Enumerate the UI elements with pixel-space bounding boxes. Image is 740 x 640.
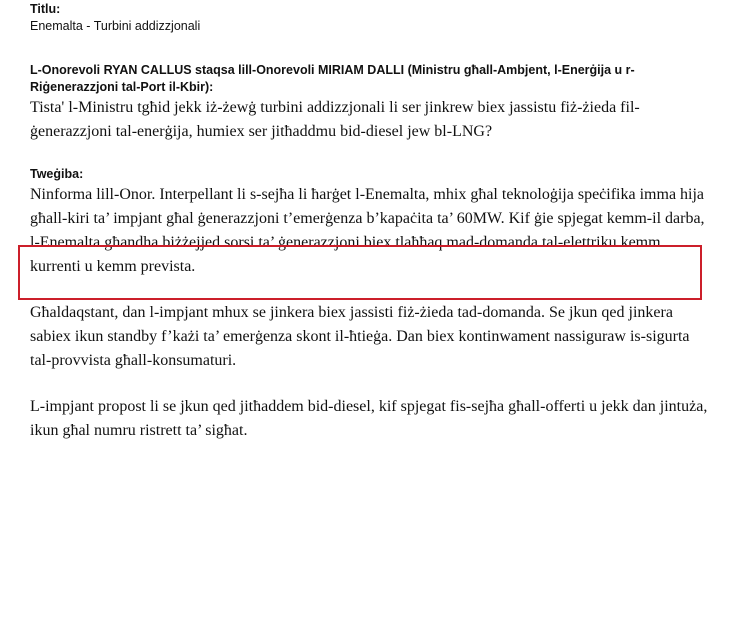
answer-paragraph-2: Għaldaqstant, dan l-impjant mhux se jinkera biex jassisti fiż-żieda tad-domanda. Se jkun qed jinkera sabiex ikun standby f’każi ta’ emerġenza skont il-ħtieġa. Dan biex kontinwament nassiguraw is-sigurta tal-provvista għall-konsumaturi. (30, 304, 690, 369)
question-heading: L-Onorevoli RYAN CALLUS staqsa lill-Onorevoli MIRIAM DALLI (Ministru għall-Ambjent, l-Enerġija u r-Riġenerazzjoni tal-Port il-Kbir): (30, 63, 635, 94)
document-page (30, 0, 710, 443)
title-label: Titlu: (30, 2, 61, 16)
question-text: Tista' l-Ministru tgħid jekk iż-żewġ turbini addizzjonali li ser jinkrew biex jassistu fiż-żieda fil-ġenerazzjoni tal-enerġija, humiex ser jitħaddmu bid-diesel jew bl-LNG? (30, 99, 640, 140)
answer-paragraph-3: L-impjant propost li se jkun qed jitħaddem bid-diesel, kif spjegat fis-sejħa għall-offerti u jekk dan jintuża, ikun għal numru ristrett ta’ sigħat. (30, 398, 708, 439)
answer-label: Tweġiba: (30, 167, 84, 181)
answer-paragraph-1: Ninforma lill-Onor. Interpellant li s-sejħa li ħarġet l-Enemalta, mhix għal teknoloġija speċifika imma hija għall-kiri ta’ impjant għal ġenerazzjoni t’emerġenza b’kapaċita ta’ 60MW. Kif ġie spjegat kemm-il darba, l-Enemalta għandha biżżejjed sorsi ta’ ġenerazzjoni biex tlaħħaq mad-domanda tal-elettriku kemm kurrenti u kemm prevista. (30, 186, 705, 275)
title-value: Enemalta - Turbini addizzjonali (30, 19, 201, 33)
